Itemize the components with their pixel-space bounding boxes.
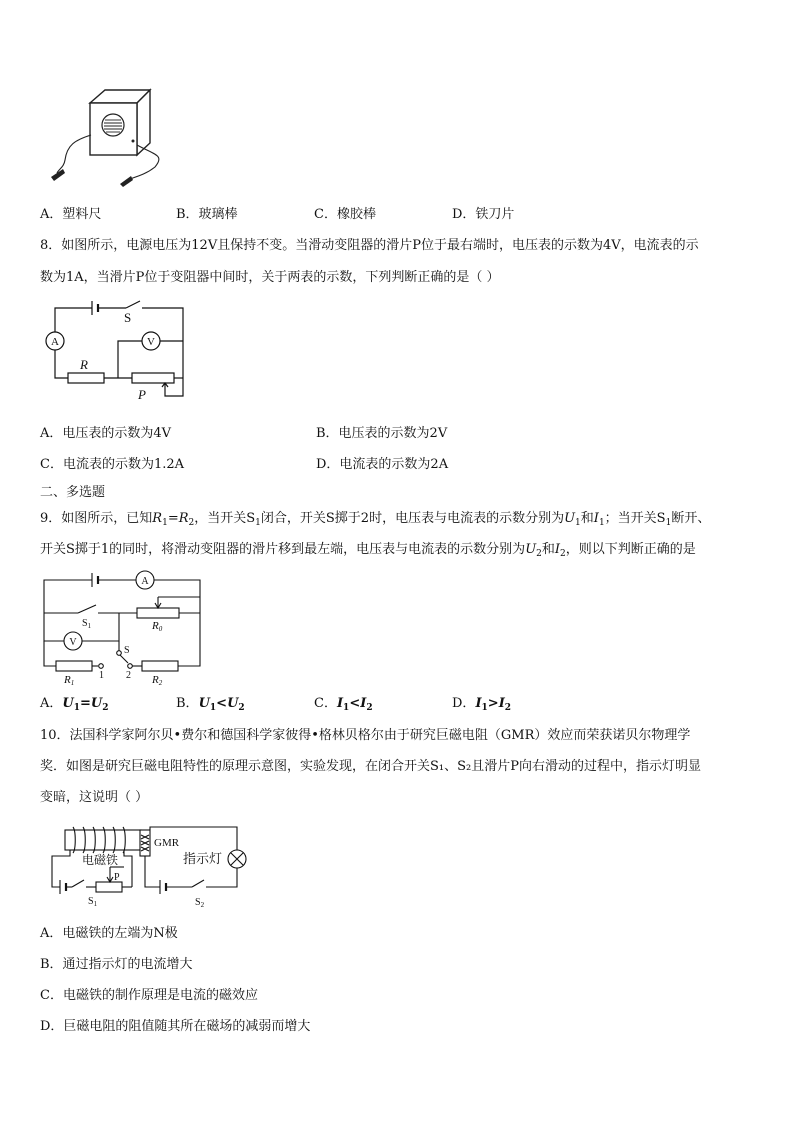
q10-stem-line1: 10．法国科学家阿尔贝•费尔和德国科学家彼得•格林贝格尔由于研究巨磁电阻（GMR）效应而荣获诺贝尔物理学 [40,728,691,743]
q7-device-figure [45,85,185,190]
q10-s1-label: $S_1$ [88,896,98,908]
q9-option-d: D．$I_1>I_2$ [452,696,512,713]
q7-option-c: C．橡胶棒 [314,207,376,222]
q8-voltmeter-label: V [147,336,155,348]
q10-lamp-label: 指示灯 [183,851,223,866]
q9-pos1-label: 1 [99,670,104,681]
q10-gmr-label: GMR [154,837,180,849]
q10-s2-label: $S_2$ [195,897,205,909]
q8-circuit-diagram [40,296,190,406]
q8-option-a: A．电压表的示数为4V [40,426,172,441]
q9-stem-line2: 开关S掷于1的同时，将滑动变阻器的滑片移到最左端，电压表与电流表的示数分别为$U_2$和$I_2$，则以下判断正确的是 [40,542,696,559]
q8-stem-line2: 数为1A，当滑片P位于变阻器中间时，关于两表的示数，下列判断正确的是（ ） [40,270,500,285]
q9-s1-label: $S_1$ [82,618,92,630]
q7-option-d: D．铁刀片 [452,207,515,222]
q8-stem-line1: 8．如图所示，电源电压为12V且保持不变。当滑动变阻器的滑片P位于最右端时，电压表的示数为4V，电流表的示 [40,238,699,253]
q9-r1-label: R1 [64,674,75,687]
q8-ammeter-label: A [51,336,59,348]
q10-option-b: B．通过指示灯的电流增大 [40,957,193,972]
q8-slider-label: P [138,387,146,402]
q8-option-c: C．电流表的示数为1.2A [40,457,185,472]
q8-switch-label: S [124,310,132,325]
q10-gmr-diagram [40,823,250,913]
q9-stem-line1: 9．如图所示，已知$R_1=R_2$，当开关$S_1$闭合，开关S掷于2时，电压表与电流表的示数分别为$U_1$和$I_1$；当开关$S_1$断开、 [40,511,711,528]
q10-option-d: D．巨磁电阻的阻值随其所在磁场的减弱而增大 [40,1019,311,1034]
q9-voltmeter-label: V [69,637,77,648]
q9-ammeter-label: A [141,576,149,587]
q9-option-b: B．$U_1<U_2$ [176,696,245,713]
q9-option-c: C．$I_1<I_2$ [314,696,373,713]
q8-option-b: B．电压表的示数为2V [316,426,448,441]
q9-s-label: S [124,645,130,656]
q9-r0-label: R0 [152,620,163,633]
q10-electromagnet-label: 电磁铁 [82,853,119,867]
section-title: 二、多选题 [40,485,106,500]
q9-r2-label: R2 [152,674,163,687]
q10-stem-line2: 奖．如图是研究巨磁电阻特性的原理示意图，实验发现，在闭合开关S₁、S₂且滑片P向右滑动的过程中，指示灯明显 [40,759,701,774]
q9-option-a: A．$U_1=U_2$ [40,696,109,713]
q8-option-d: D．电流表的示数为2A [316,457,449,472]
q9-pos2-label: 2 [126,670,131,681]
q10-option-a: A．电磁铁的左端为N极 [40,926,178,941]
q7-option-a: A．塑料尺 [40,207,102,222]
q10-option-c: C．电磁铁的制作原理是电流的磁效应 [40,988,258,1003]
q10-stem-line3: 变暗，这说明（ ） [40,790,149,805]
q7-option-b: B．玻璃棒 [176,207,238,222]
q8-resistor-label: R [80,357,88,372]
q10-slider-label: P [114,872,120,883]
q9-circuit-diagram [40,568,210,688]
